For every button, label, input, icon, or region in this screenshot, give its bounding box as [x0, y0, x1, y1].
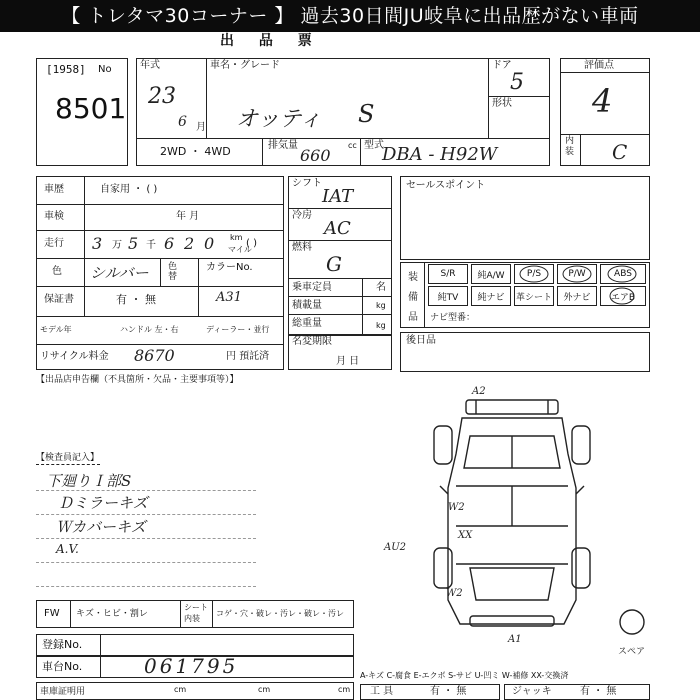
color-no-value: A31 [216, 290, 242, 305]
lot-no-label: No [98, 64, 112, 75]
mileage-unit-km: km [230, 233, 243, 242]
navi-label: ナビ型番： [430, 313, 476, 323]
score-label: 評価点 [584, 60, 614, 71]
damage-legend: A-キズ C-腐食 E-エクボ S-サビ U-凹ミ W-補修 XX-交換済 [360, 671, 569, 680]
inspector-label: 【検査員記入】 [36, 453, 100, 463]
recycle-label: リサイクル料金 [40, 351, 109, 362]
recycle-unit: 円 預託済 [226, 351, 270, 362]
sales-point-label: セールスポイント [406, 180, 486, 191]
equip-airbag: エアB [600, 286, 646, 306]
model-code: DBA - H92W [382, 144, 498, 165]
equip-ext-navi: 外ナビ [557, 286, 597, 306]
fw-label: FW [44, 608, 60, 619]
aftermarket-label: 後日品 [406, 335, 436, 346]
mileage-unit-sen: 千 [146, 240, 156, 251]
inspection-value: 年 月 [176, 211, 200, 222]
load-unit: kg [376, 301, 386, 310]
cert-label: 車庫証明用 [40, 687, 86, 697]
cert-unit-1: cm [174, 685, 187, 694]
car-grade: S [358, 100, 375, 128]
diagram-mark-au2: AU2 [384, 542, 407, 553]
weight-label: 総重量 [292, 318, 322, 329]
seller-notes-label: 【出品店申告欄（不具箇所・欠品・主要事項等）】 [36, 375, 239, 385]
cc-unit: cc [348, 141, 357, 150]
door-value: 5 [510, 70, 524, 95]
partial-header: 出 品 票 [220, 33, 322, 49]
car-diagram [384, 378, 660, 656]
load-label: 積載量 [292, 300, 322, 311]
color-no-label: カラーNo. [206, 262, 253, 273]
note-line-4: A.V. [56, 542, 79, 556]
steering-label: ハンドル 左・右 [120, 325, 179, 334]
mileage-paren: ( ) [246, 238, 257, 249]
warranty-label: 保証書 [44, 294, 74, 305]
displacement-value: 660 [300, 146, 331, 165]
cert-unit-3: cm [338, 685, 351, 694]
name-label: 車名・グレード [210, 60, 280, 71]
mileage-digit-2: 5 [128, 234, 139, 253]
diagram-mark-w2-rear: W2 [446, 588, 463, 599]
seat-label: シート内装 [184, 603, 208, 623]
equip-leather: 革シート [514, 286, 554, 306]
mileage-digit-4: 2 [184, 234, 195, 253]
diagram-mark-a1: A1 [508, 634, 522, 645]
diagram-mark-a2: A2 [472, 386, 486, 397]
ac-label: 冷房 [292, 210, 312, 221]
mileage-digit-3: 6 [164, 234, 175, 253]
equip-tv: 純TV [428, 286, 468, 306]
year-value: 23 [148, 84, 176, 109]
equip-navi: 純ナビ [471, 286, 511, 306]
dealer-label: ディーラー・並行 [206, 325, 270, 334]
fw-items: キズ・ヒビ・割レ [76, 609, 148, 619]
seat-items: コゲ・穴・破レ・汚レ・破レ・汚レ [216, 609, 344, 618]
diagram-mark-xx: XX [458, 530, 473, 541]
note-line-2: Ｄミラーキズ [58, 494, 148, 512]
equip-sr: S/R [428, 264, 468, 284]
note-line-1: 下廻りＩ部S [46, 472, 132, 490]
color-change-label: 色替 [168, 262, 178, 282]
score-value: 4 [592, 82, 613, 120]
banner-title: 【 トレタマ30コーナー 】 過去30日間JU岐阜に出品歴がない車両 [0, 0, 700, 32]
jack-label: ジャッキ [512, 686, 552, 697]
cert-unit-2: cm [258, 685, 271, 694]
recycle-value: 8670 [134, 346, 175, 365]
interior-label: 内装 [565, 136, 575, 157]
cc-label: 排気量 [268, 140, 298, 151]
fuel-value: G [326, 252, 342, 276]
tool-value: 有 ・ 無 [430, 686, 467, 697]
tool-label: 工 具 [370, 686, 394, 697]
shape-label: 形状 [492, 98, 512, 109]
note-line-3: Ｗカバーキズ [56, 518, 146, 536]
inspection-label: 車検 [44, 211, 64, 222]
year-label: 年式 [140, 60, 160, 71]
mileage-digit-1: 3 [92, 234, 103, 253]
mileage-label: 走行 [44, 238, 64, 249]
ac-value: AC [324, 218, 351, 239]
jack-value: 有 ・ 無 [580, 686, 617, 697]
mileage-digit-5: 0 [204, 234, 215, 253]
color-label: 色 [52, 266, 62, 277]
equip-pw: P/W [557, 264, 597, 284]
chassis-value: 061795 [144, 654, 239, 678]
door-label: ドア [492, 60, 512, 71]
shift-label: シフト [292, 178, 322, 189]
equip-aw: 純A/W [471, 264, 511, 284]
reg-row [36, 634, 354, 656]
mileage-unit-man: 万 [112, 240, 122, 251]
lot-tag: [1958] [46, 63, 86, 76]
mileage-unit-mile: マイル [228, 245, 252, 254]
month-value: 6 [178, 114, 187, 130]
color-value: シルバー [90, 264, 149, 282]
spare-label: スペア [618, 646, 646, 656]
equip-abs: ABS [600, 264, 646, 284]
lot-number: 8501 [55, 92, 127, 125]
diagram-mark-w2-front: W2 [448, 502, 465, 513]
interior-value: C [612, 140, 628, 164]
car-name: オッティ [236, 107, 322, 132]
equipment-label: 装備品 [408, 272, 418, 323]
history-label: 車歴 [44, 184, 64, 195]
aftermarket-box [400, 332, 650, 372]
regchange-unit: 月 日 [336, 356, 360, 367]
drive-value: 2WD ・ 4WD [160, 145, 231, 158]
shift-value: IAT [322, 186, 354, 207]
model-label: 型式 [364, 140, 384, 151]
capacity-label: 乗車定員 [292, 282, 332, 293]
equip-ps: P/S [514, 264, 554, 284]
weight-unit: kg [376, 321, 386, 330]
model-year-label: モデル年 [40, 325, 72, 334]
month-unit: 月 [196, 122, 206, 133]
history-value: 自家用 ・ ( ) [100, 184, 158, 195]
chassis-label: 車台No. [42, 660, 83, 673]
fuel-label: 燃料 [292, 242, 312, 253]
reg-label: 登録No. [42, 638, 83, 651]
capacity-unit: 名 [376, 282, 386, 293]
regchange-label: 名変期限 [292, 336, 332, 347]
warranty-value: 有 ・ 無 [116, 293, 156, 306]
